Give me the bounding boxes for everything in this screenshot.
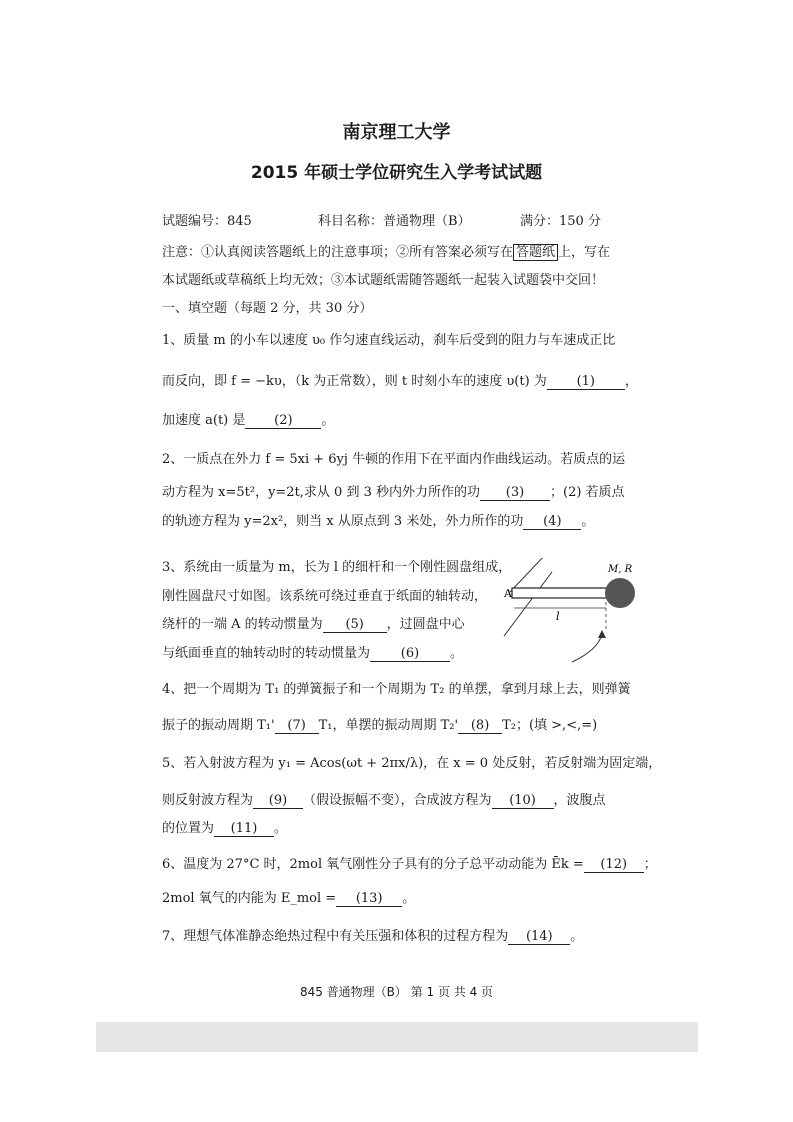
q3-line-4: [162, 642, 463, 662]
blank-11[interactable]: (11): [214, 821, 274, 837]
rod: [512, 588, 608, 598]
q3-line-2: 刚性圆盘尺寸如图。该系统可绕过垂直于纸面的轴转动，: [162, 589, 488, 604]
q2-line-1: 2、一质点在外力 f = 5xi + 6yj 牛顿的作用下在平面内作曲线运动。若质点的运: [162, 452, 626, 467]
q3-line-1: 3、系统由一质量为 m，长为 l 的细杆和一个刚性圆盘组成，: [162, 560, 512, 575]
exam-subject: 科目名称：普通物理（B）: [318, 214, 471, 229]
section-heading: 一、填空题（每题 2 分，共 30 分）: [162, 301, 373, 316]
notice-text-b: 上，写在: [558, 245, 611, 260]
blank-1[interactable]: (1): [547, 374, 625, 390]
q7-text-b: 。: [570, 929, 584, 944]
notice-text-a: 注意：①认真阅读答题纸上的注意事项；②所有答案必须写在: [162, 245, 514, 260]
pivot-slant-line: [504, 572, 552, 636]
q1-line-3: [162, 409, 334, 429]
q5-text-e: 。: [274, 821, 288, 836]
q3-text-b: ，过圆盘中心: [386, 617, 465, 632]
q4-line-2: [162, 714, 597, 734]
label-mass-radius: M, R: [608, 564, 633, 575]
blank-3[interactable]: (3): [480, 485, 550, 501]
scan-shadow-bar: [96, 1022, 698, 1052]
q2-line-2: [162, 481, 625, 501]
blank-5[interactable]: (5): [323, 617, 387, 633]
rotation-arrow: [572, 634, 602, 662]
q6-text-d: 。: [402, 891, 416, 906]
q1-text-b: ，: [624, 374, 638, 389]
q7-text-a: 7、理想气体准静态绝热过程中有关压强和体积的过程方程为: [162, 929, 509, 944]
q4-text-a: 振子的振动周期 T₁': [162, 718, 275, 733]
blank-7[interactable]: (7): [275, 718, 319, 734]
notice-line-2: 本试题纸或草稿纸上均无效；③本试题纸需随答题纸一起装入试题袋中交回！: [162, 273, 605, 288]
q3-line-3: [162, 613, 465, 633]
exam-code: 试题编号：845: [162, 214, 252, 229]
university-title: 南京理工大学: [342, 122, 451, 143]
q6-text-a: 6、温度为 27°C 时，2mol 氧气刚性分子具有的分子总平动动能为 Ēk =: [162, 857, 584, 872]
q5-line-2: [162, 789, 606, 809]
q7-line-1: [162, 925, 583, 945]
q5-text-a: 则反射波方程为: [162, 793, 254, 808]
q1-line-2: [162, 370, 638, 390]
q6-line-2: [162, 887, 415, 907]
q2-text-c: 的轨迹方程为 y=2x²，则当 x 从原点到 3 米处，外力所作的功: [162, 514, 524, 529]
blank-14[interactable]: (14): [508, 929, 570, 945]
q5-text-b: （假设振幅不变），合成波方程为: [303, 793, 492, 808]
answer-sheet-box: 答题纸: [513, 244, 558, 261]
q2-line-3: [162, 510, 594, 530]
q6-text-b: ；: [643, 857, 657, 872]
q6-text-c: 2mol 氧气的内能为 E_mol =: [162, 891, 337, 906]
q1-text-c: 加速度 a(t) 是: [162, 413, 246, 428]
q1-line-1: 1、质量 m 的小车以速度 υ₀ 作匀速直线运动，刹车后受到的阻力与车速成正比: [162, 333, 616, 348]
blank-6[interactable]: (6): [370, 646, 450, 662]
q6-line-1: [162, 853, 657, 873]
rotation-arrowhead: [598, 630, 606, 638]
q4-line-1: 4、把一个周期为 T₁ 的弹簧振子和一个周期为 T₂ 的单摆，拿到月球上去，则弹簧: [162, 682, 631, 697]
label-point-a: A: [504, 587, 512, 600]
notice-line-1: [162, 241, 610, 260]
disk: [605, 578, 635, 608]
q5-text-d: 的位置为: [162, 821, 215, 836]
q5-text-c: ，波腹点: [553, 793, 606, 808]
q5-line-1: 5、若入射波方程为 y₁ = Acos(ωt + 2πx/λ)，在 x = 0 处反射，若反射端为固定端，: [162, 756, 662, 771]
q2-text-a: 动方程为 x=5t²，y=2t,求从 0 到 3 秒内外力所作的功: [162, 485, 480, 500]
q1-text-a: 而反向，即 f = −kυ，（k 为正常数），则 t 时刻小车的速度 υ(t) 为: [162, 374, 547, 389]
blank-2[interactable]: (2): [245, 413, 321, 429]
q5-line-3: [162, 817, 287, 837]
exam-title: 2015 年硕士学位研究生入学考试试题: [250, 163, 543, 183]
q1-text-d: 。: [321, 413, 335, 428]
label-length: l: [556, 610, 560, 623]
q3-text-c: 与纸面垂直的轴转动时的转动惯量为: [162, 646, 371, 661]
rod-disk-diagram: [500, 558, 650, 670]
q2-text-b: ；(2) 若质点: [550, 485, 625, 500]
blank-4[interactable]: (4): [523, 514, 581, 530]
blank-12[interactable]: (12): [584, 857, 644, 873]
exam-score: 满分：150 分: [520, 214, 601, 229]
q2-text-d: 。: [581, 514, 595, 529]
q3-text-d: 。: [450, 646, 464, 661]
q4-text-c: T₂；(填 >,<,=): [502, 718, 598, 733]
q4-text-b: T₁，单摆的振动周期 T₂': [318, 718, 459, 733]
q3-text-a: 绕杆的一端 A 的转动惯量为: [162, 617, 323, 632]
blank-10[interactable]: (10): [492, 793, 554, 809]
blank-8[interactable]: (8): [458, 718, 502, 734]
blank-13[interactable]: (13): [336, 891, 402, 907]
page-footer: 845 普通物理（B） 第 1 页 共 4 页: [299, 985, 494, 999]
blank-9[interactable]: (9): [253, 793, 303, 809]
